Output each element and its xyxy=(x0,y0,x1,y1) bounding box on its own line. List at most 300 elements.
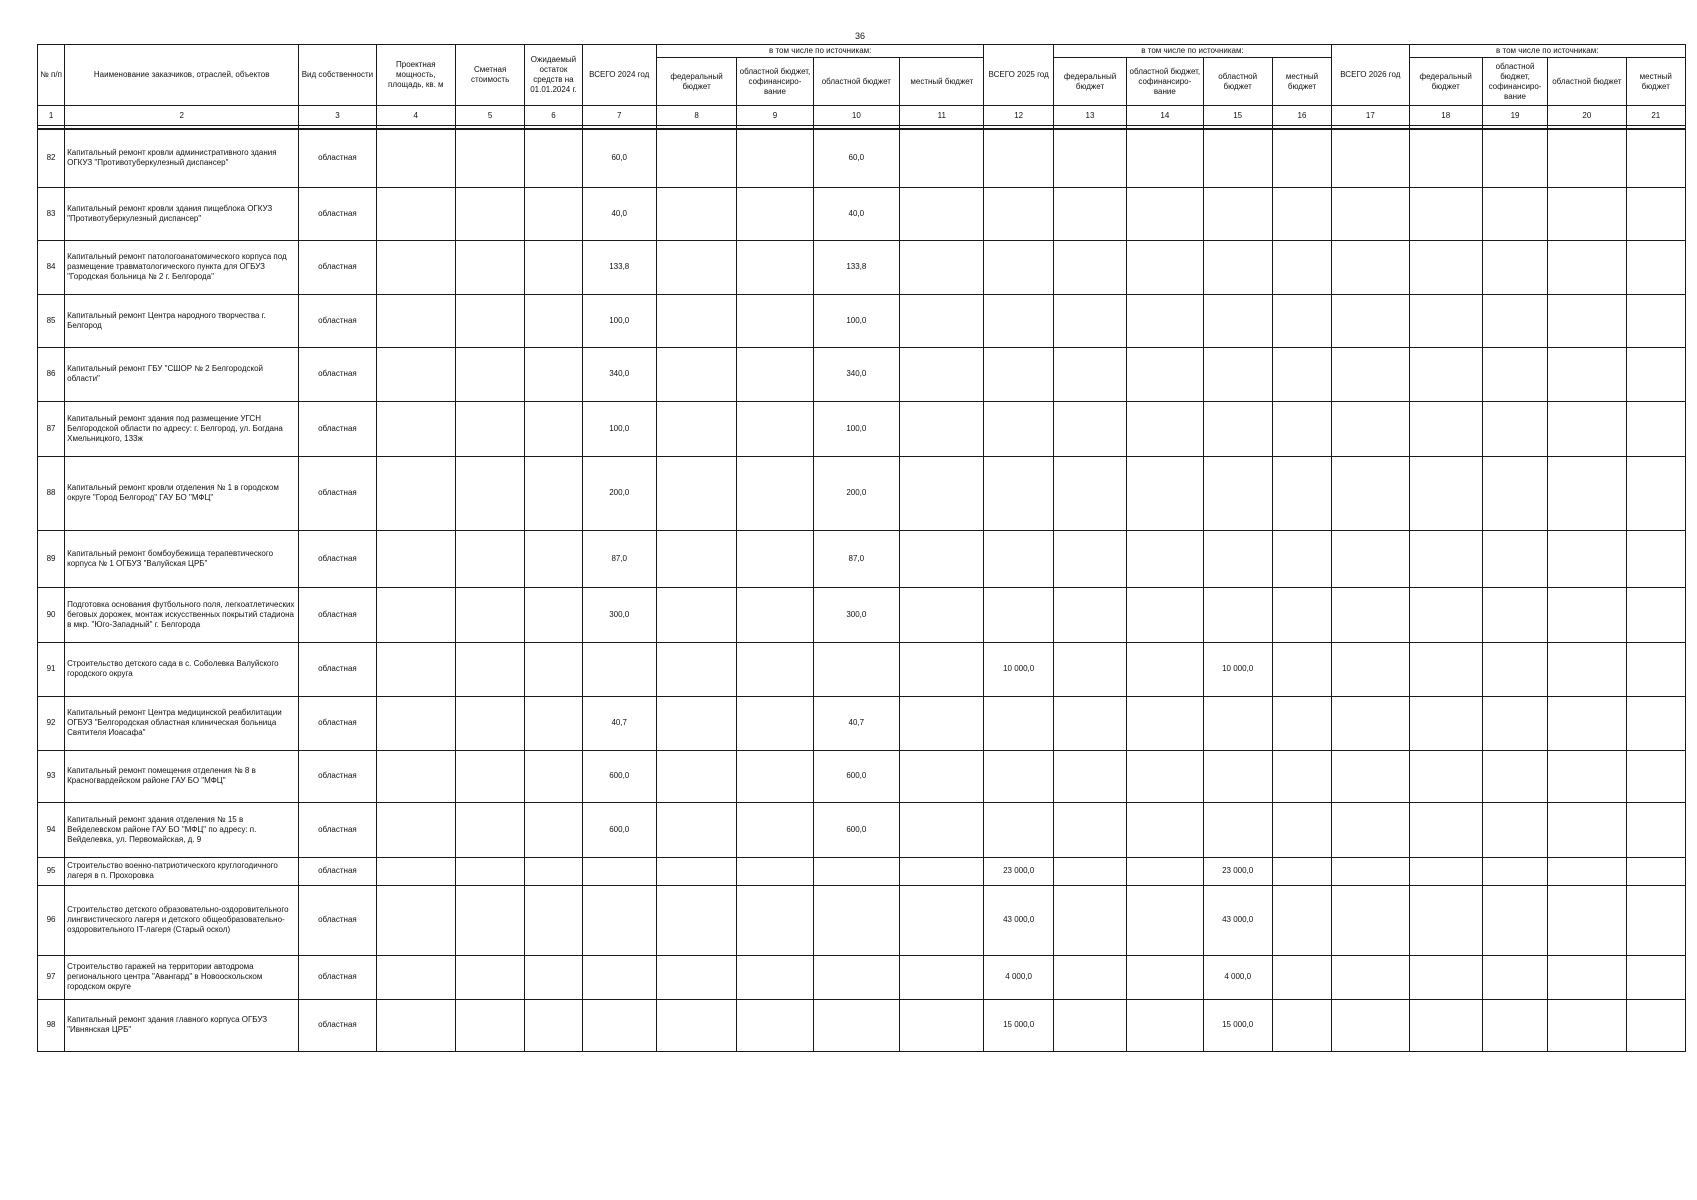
empty-cell xyxy=(656,240,736,294)
empty-cell xyxy=(1548,857,1626,885)
empty-cell xyxy=(525,999,582,1051)
row-number: 83 xyxy=(38,187,65,240)
empty-cell xyxy=(525,129,582,187)
empty-cell xyxy=(1272,347,1331,401)
header-regional-cofin-2024: областной бюджет, софинансиро- вание xyxy=(737,58,813,106)
empty-cell xyxy=(900,129,984,187)
empty-cell xyxy=(455,401,524,456)
empty-cell xyxy=(1626,696,1685,750)
empty-cell xyxy=(1482,187,1547,240)
header-no: № п/п xyxy=(38,45,65,106)
header-local-2024: местный бюджет xyxy=(900,58,984,106)
empty-cell xyxy=(1272,802,1331,857)
regional-2025-cell xyxy=(1203,187,1272,240)
empty-cell xyxy=(1482,885,1547,955)
empty-cell xyxy=(1409,750,1482,802)
empty-cell xyxy=(1053,642,1126,696)
table-row xyxy=(38,240,1686,294)
empty-cell xyxy=(900,750,984,802)
empty-cell xyxy=(376,401,455,456)
empty-cell xyxy=(1272,955,1331,999)
empty-cell xyxy=(1482,857,1547,885)
column-numbers-row xyxy=(38,106,1686,126)
total-2025-cell xyxy=(984,750,1053,802)
row-number: 90 xyxy=(38,587,65,642)
empty-cell xyxy=(376,587,455,642)
total-2025-cell: 15 000,0 xyxy=(984,999,1053,1051)
object-name: Капитальный ремонт кровли административного здания ОГКУЗ "Противотуберкулезный диспансер" xyxy=(65,129,299,187)
empty-cell xyxy=(737,642,813,696)
empty-cell xyxy=(900,955,984,999)
empty-cell xyxy=(1626,955,1685,999)
column-number: 21 xyxy=(1626,106,1685,126)
empty-cell xyxy=(1409,642,1482,696)
regional-2024-cell: 40,7 xyxy=(813,696,899,750)
empty-cell xyxy=(376,857,455,885)
total-2024-cell: 300,0 xyxy=(582,587,656,642)
column-number: 19 xyxy=(1482,106,1547,126)
empty-cell xyxy=(455,857,524,885)
empty-cell xyxy=(1127,587,1203,642)
object-name: Подготовка основания футбольного поля, легкоатлетических беговых дорожек, монтаж искусственных покрытий стадиона в мкр. "Юго-Западный" г. Белгорода xyxy=(65,587,299,642)
empty-cell xyxy=(455,129,524,187)
ownership-type: областная xyxy=(299,885,376,955)
object-name: Капитальный ремонт патологоанатомического корпуса под размещение травматологического пункта для ОГБУЗ "Городская больница № 2 г. Белгорода" xyxy=(65,240,299,294)
empty-cell xyxy=(525,802,582,857)
empty-cell xyxy=(737,802,813,857)
empty-cell xyxy=(737,294,813,347)
empty-cell xyxy=(1409,587,1482,642)
row-number: 92 xyxy=(38,696,65,750)
regional-2024-cell: 100,0 xyxy=(813,401,899,456)
empty-cell xyxy=(1127,642,1203,696)
empty-cell xyxy=(1548,802,1626,857)
table-row xyxy=(38,401,1686,456)
row-number: 82 xyxy=(38,129,65,187)
empty-cell xyxy=(1626,294,1685,347)
regional-2024-cell: 133,8 xyxy=(813,240,899,294)
empty-cell xyxy=(1053,240,1126,294)
empty-cell xyxy=(525,885,582,955)
empty-cell xyxy=(455,802,524,857)
header-federal-2024: федеральный бюджет xyxy=(656,58,736,106)
object-name: Строительство детского сада в с. Соболевка Валуйского городского округа xyxy=(65,642,299,696)
ownership-type: областная xyxy=(299,857,376,885)
empty-cell xyxy=(525,347,582,401)
ownership-type: областная xyxy=(299,456,376,530)
total-2024-cell: 40,0 xyxy=(582,187,656,240)
empty-cell xyxy=(1626,401,1685,456)
regional-2024-cell: 300,0 xyxy=(813,587,899,642)
regional-2025-cell xyxy=(1203,530,1272,587)
empty-cell xyxy=(1409,187,1482,240)
total-2025-cell xyxy=(984,587,1053,642)
row-number: 93 xyxy=(38,750,65,802)
empty-cell xyxy=(455,240,524,294)
column-number: 14 xyxy=(1127,106,1203,126)
empty-cell xyxy=(1053,129,1126,187)
empty-cell xyxy=(900,885,984,955)
empty-cell xyxy=(455,885,524,955)
empty-cell xyxy=(737,187,813,240)
column-number: 17 xyxy=(1332,106,1409,126)
header-capacity: Проектная мощность, площадь, кв. м xyxy=(376,45,455,106)
ownership-type: областная xyxy=(299,999,376,1051)
empty-cell xyxy=(1409,885,1482,955)
total-2025-cell xyxy=(984,456,1053,530)
empty-cell xyxy=(1272,857,1331,885)
empty-cell xyxy=(1272,401,1331,456)
empty-cell xyxy=(376,347,455,401)
empty-cell xyxy=(1127,885,1203,955)
table-row xyxy=(38,750,1686,802)
header-federal-2025: федеральный бюджет xyxy=(1053,58,1126,106)
empty-cell xyxy=(1482,347,1547,401)
object-name: Капитальный ремонт здания отделения № 15 в Вейделевском районе ГАУ БО "МФЦ" по адресу: п. Вейделевка, ул. Первомайская, д. 9 xyxy=(65,802,299,857)
empty-cell xyxy=(1127,750,1203,802)
ownership-type: областная xyxy=(299,347,376,401)
total-2025-cell xyxy=(984,401,1053,456)
regional-2025-cell: 43 000,0 xyxy=(1203,885,1272,955)
empty-cell xyxy=(1127,802,1203,857)
empty-cell xyxy=(376,696,455,750)
empty-cell xyxy=(1482,955,1547,999)
empty-cell xyxy=(737,885,813,955)
object-name: Капитальный ремонт помещения отделения № 8 в Красногвардейском районе ГАУ БО "МФЦ" xyxy=(65,750,299,802)
regional-2024-cell xyxy=(813,885,899,955)
table-row xyxy=(38,294,1686,347)
empty-cell xyxy=(1548,456,1626,530)
regional-2024-cell: 340,0 xyxy=(813,347,899,401)
empty-cell xyxy=(1127,129,1203,187)
column-number: 15 xyxy=(1203,106,1272,126)
empty-cell xyxy=(376,294,455,347)
empty-cell xyxy=(1127,294,1203,347)
empty-cell xyxy=(656,955,736,999)
empty-cell xyxy=(900,187,984,240)
empty-cell xyxy=(656,401,736,456)
empty-cell xyxy=(1332,750,1409,802)
header-regional-2026: областной бюджет xyxy=(1548,58,1626,106)
empty-cell xyxy=(1332,129,1409,187)
column-number: 7 xyxy=(582,106,656,126)
empty-cell xyxy=(1127,530,1203,587)
empty-cell xyxy=(1272,750,1331,802)
regional-2024-cell: 600,0 xyxy=(813,750,899,802)
row-number: 85 xyxy=(38,294,65,347)
empty-cell xyxy=(525,587,582,642)
header-name: Наименование заказчиков, отраслей, объектов xyxy=(65,45,299,106)
column-number: 6 xyxy=(525,106,582,126)
table-row xyxy=(38,857,1686,885)
empty-cell xyxy=(1409,294,1482,347)
empty-cell xyxy=(1272,456,1331,530)
regional-2025-cell: 15 000,0 xyxy=(1203,999,1272,1051)
empty-cell xyxy=(1053,401,1126,456)
empty-cell xyxy=(1409,802,1482,857)
object-name: Капитальный ремонт кровли отделения № 1 в городском округе "Город Белгород" ГАУ БО "МФЦ" xyxy=(65,456,299,530)
empty-cell xyxy=(525,857,582,885)
row-number: 89 xyxy=(38,530,65,587)
empty-cell xyxy=(1127,999,1203,1051)
empty-cell xyxy=(1626,347,1685,401)
empty-cell xyxy=(900,642,984,696)
empty-cell xyxy=(1548,999,1626,1051)
total-2025-cell: 10 000,0 xyxy=(984,642,1053,696)
regional-2025-cell xyxy=(1203,240,1272,294)
empty-cell xyxy=(656,187,736,240)
empty-cell xyxy=(1053,187,1126,240)
empty-cell xyxy=(1332,955,1409,999)
table-row xyxy=(38,187,1686,240)
empty-cell xyxy=(1272,999,1331,1051)
empty-cell xyxy=(1409,129,1482,187)
empty-cell xyxy=(1053,802,1126,857)
empty-cell xyxy=(1332,642,1409,696)
empty-cell xyxy=(1409,530,1482,587)
column-number: 2 xyxy=(65,106,299,126)
empty-cell xyxy=(1272,187,1331,240)
empty-cell xyxy=(1482,642,1547,696)
empty-cell xyxy=(1548,129,1626,187)
row-number: 95 xyxy=(38,857,65,885)
header-total-2025: ВСЕГО 2025 год xyxy=(984,45,1053,106)
header-regional-cofin-2026: областной бюджет, софинансиро- вание xyxy=(1482,58,1547,106)
header-remainder: Ожидаемый остаток средств на 01.01.2024 г. xyxy=(525,45,582,106)
table-header xyxy=(38,45,1686,126)
empty-cell xyxy=(656,885,736,955)
total-2025-cell xyxy=(984,240,1053,294)
empty-cell xyxy=(1053,999,1126,1051)
empty-cell xyxy=(1053,750,1126,802)
empty-cell xyxy=(1409,955,1482,999)
empty-cell xyxy=(1332,187,1409,240)
total-2025-cell xyxy=(984,802,1053,857)
empty-cell xyxy=(525,696,582,750)
empty-cell xyxy=(900,802,984,857)
empty-cell xyxy=(900,456,984,530)
empty-cell xyxy=(1332,347,1409,401)
ownership-type: областная xyxy=(299,955,376,999)
empty-cell xyxy=(1548,696,1626,750)
empty-cell xyxy=(1332,456,1409,530)
empty-cell xyxy=(455,456,524,530)
empty-cell xyxy=(1127,955,1203,999)
empty-cell xyxy=(1548,642,1626,696)
empty-cell xyxy=(900,294,984,347)
empty-cell xyxy=(376,642,455,696)
total-2024-cell: 87,0 xyxy=(582,530,656,587)
empty-cell xyxy=(525,642,582,696)
total-2025-cell xyxy=(984,696,1053,750)
header-ownership: Вид собственности xyxy=(299,45,376,106)
empty-cell xyxy=(737,240,813,294)
empty-cell xyxy=(1626,802,1685,857)
regional-2025-cell xyxy=(1203,401,1272,456)
empty-cell xyxy=(1548,240,1626,294)
empty-cell xyxy=(656,642,736,696)
object-name: Капитальный ремонт здания главного корпуса ОГБУЗ "Ивнянская ЦРБ" xyxy=(65,999,299,1051)
total-2024-cell: 200,0 xyxy=(582,456,656,530)
empty-cell xyxy=(1409,401,1482,456)
empty-cell xyxy=(1053,456,1126,530)
empty-cell xyxy=(900,530,984,587)
empty-cell xyxy=(1626,999,1685,1051)
empty-cell xyxy=(1272,530,1331,587)
row-number: 94 xyxy=(38,802,65,857)
empty-cell xyxy=(455,530,524,587)
empty-cell xyxy=(1482,999,1547,1051)
empty-cell xyxy=(1409,696,1482,750)
empty-cell xyxy=(1332,240,1409,294)
empty-cell xyxy=(1409,999,1482,1051)
empty-cell xyxy=(1548,347,1626,401)
empty-cell xyxy=(1626,240,1685,294)
empty-cell xyxy=(1332,696,1409,750)
empty-cell xyxy=(1272,696,1331,750)
empty-cell xyxy=(900,696,984,750)
empty-cell xyxy=(1626,530,1685,587)
column-number: 13 xyxy=(1053,106,1126,126)
header-local-2025: местный бюджет xyxy=(1272,58,1331,106)
empty-cell xyxy=(1626,750,1685,802)
ownership-type: областная xyxy=(299,587,376,642)
empty-cell xyxy=(1332,587,1409,642)
total-2024-cell xyxy=(582,857,656,885)
empty-cell xyxy=(376,750,455,802)
ownership-type: областная xyxy=(299,750,376,802)
header-regional-2024: областной бюджет xyxy=(813,58,899,106)
empty-cell xyxy=(1409,240,1482,294)
empty-cell xyxy=(1482,294,1547,347)
total-2024-cell xyxy=(582,642,656,696)
empty-cell xyxy=(900,240,984,294)
object-name: Капитальный ремонт кровли здания пищеблока ОГКУЗ "Противотуберкулезный диспансер" xyxy=(65,187,299,240)
regional-2024-cell: 600,0 xyxy=(813,802,899,857)
row-number: 91 xyxy=(38,642,65,696)
ownership-type: областная xyxy=(299,802,376,857)
empty-cell xyxy=(1626,885,1685,955)
empty-cell xyxy=(455,294,524,347)
regional-2024-cell xyxy=(813,857,899,885)
object-name: Капитальный ремонт ГБУ "СШОР № 2 Белгородской области" xyxy=(65,347,299,401)
header-federal-2026: федеральный бюджет xyxy=(1409,58,1482,106)
empty-cell xyxy=(900,401,984,456)
empty-cell xyxy=(1548,530,1626,587)
empty-cell xyxy=(1332,999,1409,1051)
empty-cell xyxy=(656,347,736,401)
empty-cell xyxy=(656,294,736,347)
regional-2024-cell xyxy=(813,999,899,1051)
empty-cell xyxy=(1409,857,1482,885)
empty-cell xyxy=(376,240,455,294)
empty-cell xyxy=(1482,587,1547,642)
empty-cell xyxy=(1626,857,1685,885)
empty-cell xyxy=(1332,294,1409,347)
empty-cell xyxy=(737,955,813,999)
empty-cell xyxy=(737,129,813,187)
total-2024-cell: 600,0 xyxy=(582,750,656,802)
empty-cell xyxy=(1482,456,1547,530)
empty-cell xyxy=(900,347,984,401)
table-row xyxy=(38,587,1686,642)
column-number: 1 xyxy=(38,106,65,126)
empty-cell xyxy=(1272,587,1331,642)
total-2025-cell xyxy=(984,347,1053,401)
empty-cell xyxy=(900,999,984,1051)
empty-cell xyxy=(656,456,736,530)
column-number: 9 xyxy=(737,106,813,126)
empty-cell xyxy=(1626,456,1685,530)
empty-cell xyxy=(1548,294,1626,347)
ownership-type: областная xyxy=(299,240,376,294)
row-number: 84 xyxy=(38,240,65,294)
regional-2025-cell xyxy=(1203,456,1272,530)
empty-cell xyxy=(1482,240,1547,294)
empty-cell xyxy=(1482,750,1547,802)
header-sources-2024: в том числе по источникам: xyxy=(656,45,984,58)
empty-cell xyxy=(376,802,455,857)
empty-cell xyxy=(737,401,813,456)
regional-2024-cell: 100,0 xyxy=(813,294,899,347)
ownership-type: областная xyxy=(299,187,376,240)
column-number: 10 xyxy=(813,106,899,126)
empty-cell xyxy=(376,129,455,187)
empty-cell xyxy=(455,347,524,401)
regional-2025-cell xyxy=(1203,294,1272,347)
table-row xyxy=(38,642,1686,696)
object-name: Капитальный ремонт Центра медицинской реабилитации ОГБУЗ "Белгородская областная клиническая больница Святителя Иоасафа" xyxy=(65,696,299,750)
empty-cell xyxy=(1626,129,1685,187)
header-regional-2025: областной бюджет xyxy=(1203,58,1272,106)
empty-cell xyxy=(376,187,455,240)
table-row xyxy=(38,456,1686,530)
ownership-type: областная xyxy=(299,294,376,347)
total-2024-cell: 60,0 xyxy=(582,129,656,187)
column-number: 16 xyxy=(1272,106,1331,126)
empty-cell xyxy=(900,587,984,642)
empty-cell xyxy=(656,587,736,642)
empty-cell xyxy=(376,530,455,587)
page-number: 36 xyxy=(854,31,865,41)
empty-cell xyxy=(1548,587,1626,642)
ownership-type: областная xyxy=(299,642,376,696)
total-2025-cell: 4 000,0 xyxy=(984,955,1053,999)
empty-cell xyxy=(525,294,582,347)
empty-cell xyxy=(1272,885,1331,955)
empty-cell xyxy=(376,456,455,530)
empty-cell xyxy=(1127,456,1203,530)
empty-cell xyxy=(737,696,813,750)
empty-cell xyxy=(455,587,524,642)
empty-cell xyxy=(1272,642,1331,696)
total-2024-cell: 340,0 xyxy=(582,347,656,401)
empty-cell xyxy=(525,750,582,802)
column-number: 4 xyxy=(376,106,455,126)
empty-cell xyxy=(376,999,455,1051)
empty-cell xyxy=(525,187,582,240)
empty-cell xyxy=(1548,401,1626,456)
empty-cell xyxy=(525,456,582,530)
empty-cell xyxy=(1332,857,1409,885)
empty-cell xyxy=(1272,294,1331,347)
row-number: 86 xyxy=(38,347,65,401)
empty-cell xyxy=(1626,187,1685,240)
object-name: Капитальный ремонт бомбоубежища терапевтического корпуса № 1 ОГБУЗ "Валуйская ЦРБ" xyxy=(65,530,299,587)
table-row xyxy=(38,530,1686,587)
empty-cell xyxy=(1127,401,1203,456)
empty-cell xyxy=(455,696,524,750)
